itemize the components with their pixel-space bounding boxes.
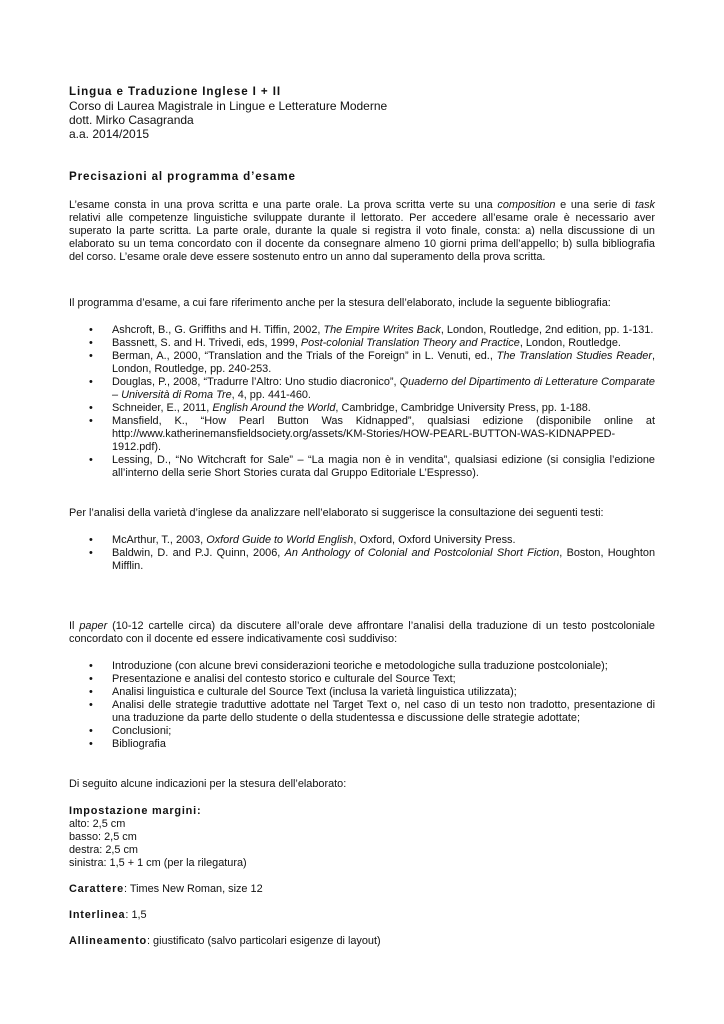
entry-title: English Around the World — [212, 402, 336, 414]
bibliography-item — [69, 324, 655, 337]
entry-text: Conclusioni; — [112, 725, 172, 737]
bullet-icon: • — [89, 699, 93, 711]
intro-text-1: L’esame consta in una prova scritta e una parte orale. La prova scritta verte su una — [69, 199, 498, 211]
margin-top: alto: 2,5 cm — [69, 818, 126, 830]
entry-text: Introduzione (con alcune brevi considerazioni teoriche e metodologiche sulla traduzione postcoloniale); — [112, 660, 608, 672]
document-page — [69, 85, 655, 948]
varieties-item — [69, 534, 655, 547]
bibliography-item — [69, 415, 655, 454]
entry-title: The Translation Studies Reader — [496, 350, 652, 362]
alignment-label: Allineamento — [69, 935, 147, 947]
bibliography-list — [69, 324, 655, 480]
bullet-icon: • — [89, 725, 93, 737]
intro-text-2: e una serie di — [555, 199, 635, 211]
teacher-name: dott. Mirko Casagranda — [69, 113, 194, 127]
font-label: Carattere — [69, 883, 125, 895]
entry-text: Presentazione e analisi del contesto storico e culturale del Source Text; — [112, 673, 456, 685]
paper_sections-item — [69, 673, 655, 686]
entry-text: , London, Routledge, pp. 240-253. — [112, 350, 656, 375]
margins-label: Impostazione margini: — [69, 805, 202, 817]
entry-title: Oxford Guide to World English — [206, 534, 354, 546]
degree-name: Corso di Laurea Magistrale in Lingue e Letterature Moderne — [69, 99, 388, 113]
line-spacing-setting — [69, 909, 655, 922]
varieties-intro: Per l’analisi della varietà d’inglese da analizzare nell’elaborato si suggerisce la consultazione dei seguenti testi: — [69, 507, 604, 519]
bullet-icon: • — [89, 686, 93, 698]
bullet-icon: • — [89, 324, 93, 336]
alignment-value: : giustificato (salvo particolari esigenze di layout) — [146, 935, 381, 947]
guidelines-intro: Di seguito alcune indicazioni per la stesura dell’elaborato: — [69, 778, 347, 790]
bullet-icon: • — [89, 673, 93, 685]
bullet-icon: • — [89, 350, 93, 362]
font-value: : Times New Roman, size 12 — [124, 883, 263, 895]
intro-text-3: relativi alle competenze linguistiche sviluppate durante il lettorato. Per accedere all’esame orale è necessario aver superato la parte scritta. La parte orale, durante la quale si registra il voto finale, consta: a) nella discussione di un elaborato su un tema concordato con il docente da consegnare almeno 10 giorni prima dell’appello; b) sulla bibliografia del corso. L’esame orale deve essere sostenuto entro un anno dal superamento della prova scritta. — [69, 212, 655, 263]
varieties-list — [69, 534, 655, 573]
paper-text-1: Il — [69, 620, 80, 632]
bullet-icon: • — [89, 738, 93, 750]
paper-paragraph — [69, 620, 655, 646]
paper_sections-item — [69, 699, 655, 725]
entry-text: , Boston, Houghton Mifflin. — [112, 547, 655, 572]
entry-text: , Oxford, Oxford University Press. — [353, 534, 516, 546]
bibliography-item — [69, 350, 655, 376]
line-spacing-value: : 1,5 — [125, 909, 147, 921]
intro-task: task — [635, 199, 655, 211]
bibliography-item — [69, 376, 655, 402]
entry-text: Lessing, D., “No Witchcraft for Sale” – “La magia non è in vendita”, qualsiasi edizione (si consiglia l’edizione all’interno della serie Short Stories curata dal Gruppo Editoriale L’Espresso). — [112, 454, 655, 479]
intro-composition: composition — [497, 199, 556, 211]
entry-text: McArthur, T., 2003, — [112, 534, 207, 546]
entry-title: Quaderno del Dipartimento di Letterature Comparate – Università di Roma Tre — [112, 376, 655, 401]
entry-text: , London, Routledge. — [519, 337, 621, 349]
margin-bottom: basso: 2,5 cm — [69, 831, 137, 843]
course-title: Lingua e Traduzione Inglese I + II — [69, 85, 281, 98]
paper_sections-item — [69, 686, 655, 699]
bullet-icon: • — [89, 547, 93, 559]
entry-text: Bibliografia — [112, 738, 166, 750]
entry-text: , London, Routledge, 2nd edition, pp. 1-131. — [440, 324, 654, 336]
entry-text: Analisi linguistica e culturale del Source Text (inclusa la varietà linguistica utilizzata); — [112, 686, 517, 698]
entry-text: , Cambridge, Cambridge University Press, pp. 1-188. — [335, 402, 591, 414]
paper-sections-list — [69, 660, 655, 751]
paper_sections-item — [69, 738, 655, 751]
margin-left: sinistra: 1,5 + 1 cm (per la rilegatura) — [69, 857, 247, 869]
bibliography-item — [69, 402, 655, 415]
entry-title: The Empire Writes Back — [323, 324, 441, 336]
bullet-icon: • — [89, 534, 93, 546]
bullet-icon: • — [89, 337, 93, 349]
font-setting — [69, 883, 655, 896]
entry-text: Baldwin, D. and P.J. Quinn, 2006, — [112, 547, 285, 559]
academic-year: a.a. 2014/2015 — [69, 127, 150, 141]
margin-right: destra: 2,5 cm — [69, 844, 139, 856]
entry-title: An Anthology of Colonial and Postcolonial Short Fiction — [284, 547, 560, 559]
paper_sections-item — [69, 725, 655, 738]
bullet-icon: • — [89, 660, 93, 672]
bullet-icon: • — [89, 402, 93, 414]
entry-text: Berman, A., 2000, “Translation and the Trials of the Foreign” in L. Venuti, ed., — [112, 350, 497, 362]
entry-text: Analisi delle strategie traduttive adottate nel Target Text o, nel caso di un testo non tradotto, presentazione di una traduzione da parte dello studente o della studentessa e discussione delle strategie adottate; — [112, 699, 655, 724]
bibliography-item — [69, 337, 655, 350]
entry-title: Post-colonial Translation Theory and Practice — [300, 337, 520, 349]
line-spacing-label: Interlinea — [69, 909, 126, 921]
paper-word: paper — [79, 620, 108, 632]
paper_sections-item — [69, 660, 655, 673]
bibliography-intro: Il programma d’esame, a cui fare riferimento anche per la stesura dell’elaborato, include la seguente bibliografia: — [69, 297, 611, 309]
paper-text-2: (10-12 cartelle circa) da discutere all’orale deve affrontare l’analisi della traduzione di un testo postcoloniale concordato con il docente ed essere indicativamente così suddiviso: — [69, 620, 655, 645]
entry-text: Douglas, P., 2008, “Tradurre l’Altro: Uno studio diacronico”, — [112, 376, 400, 388]
entry-text: Ashcroft, B., G. Griffiths and H. Tiffin, 2002, — [112, 324, 324, 336]
bibliography-item — [69, 454, 655, 480]
exam-intro-paragraph — [69, 199, 655, 264]
bullet-icon: • — [89, 415, 93, 427]
bullet-icon: • — [89, 454, 93, 466]
entry-text: Bassnett, S. and H. Trivedi, eds, 1999, — [112, 337, 301, 349]
alignment-setting — [69, 935, 655, 948]
document-header — [69, 85, 655, 141]
entry-text: , 4, pp. 441-460. — [231, 389, 311, 401]
section-title: Precisazioni al programma d’esame — [69, 170, 296, 183]
entry-text: Schneider, E., 2011, — [112, 402, 213, 414]
varieties-item — [69, 547, 655, 573]
entry-text: Mansfield, K., “How Pearl Button Was Kidnapped”, qualsiasi edizione (disponibile online at http://www.katherinemansfieldsociety.org/assets/KM-Stories/HOW-PEARL-BUTTON-WAS-KIDNAPPED-1912.pdf). — [112, 415, 655, 453]
bullet-icon: • — [89, 376, 93, 388]
